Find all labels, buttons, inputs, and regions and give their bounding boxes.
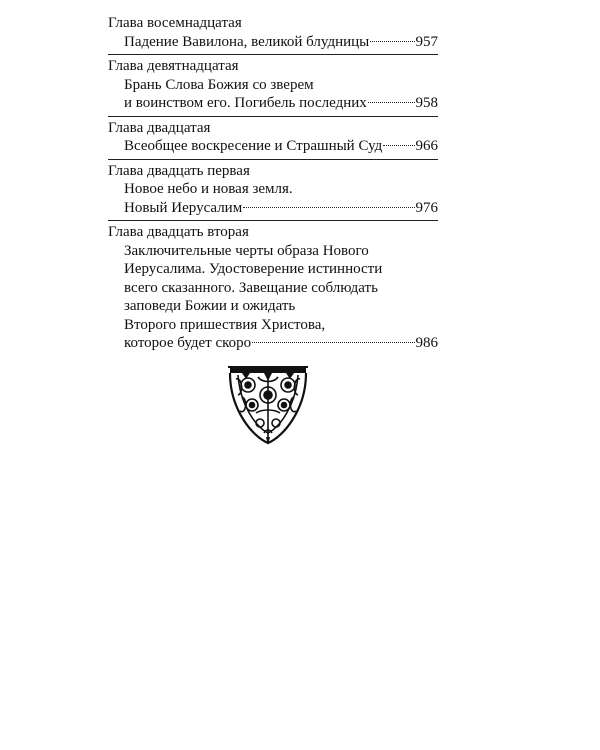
- entry-text: Всеобщее воскресение и Страшный Суд: [124, 138, 383, 154]
- toc-entry-line[interactable]: [124, 94, 438, 113]
- toc-chapter-18: [108, 14, 438, 54]
- entry-text-line: всего сказанного. Завещание соблюдать: [124, 279, 378, 296]
- toc-chapter-21: [108, 159, 438, 221]
- page-number: 958: [415, 95, 438, 111]
- entry-text-line: Иерусалима. Удостоверение истинности: [124, 261, 383, 277]
- chapter-entry: [108, 180, 438, 217]
- chapter-title: Глава двадцать первая: [108, 162, 250, 179]
- toc-chapter-19: [108, 54, 438, 116]
- toc-entry-line[interactable]: [124, 33, 438, 52]
- entry-text-line: Заключительные черты образа Нового: [124, 242, 369, 259]
- dot-leader: [368, 102, 415, 103]
- chapter-title: Глава восемнадцатая: [108, 15, 242, 31]
- chapter-entry: [108, 76, 438, 113]
- chapter-entry: [108, 33, 438, 52]
- dot-leader: [243, 207, 414, 208]
- entry-text: Падение Вавилона, великой блудницы: [124, 33, 370, 50]
- toc-entry-line[interactable]: [124, 199, 438, 218]
- toc-chapter-20: [108, 116, 438, 159]
- page-number: 957: [415, 33, 438, 50]
- toc-entry-line[interactable]: [124, 334, 438, 353]
- entry-text-line: Брань Слова Божия со зверем: [124, 76, 314, 93]
- dot-leader: [252, 342, 414, 343]
- toc-entry-line[interactable]: [124, 137, 438, 156]
- dot-leader: [370, 41, 414, 42]
- toc-chapter-22: [108, 220, 438, 356]
- entry-text: и воинством его. Погибель последних: [124, 95, 367, 111]
- dot-leader: [383, 145, 414, 146]
- page-number: 966: [415, 138, 438, 154]
- entry-text-line: Второго пришествия Христова,: [124, 316, 326, 333]
- page-number: 986: [415, 335, 438, 351]
- entry-text-line: Новое небо и новая земля.: [124, 181, 293, 197]
- chapter-entry: [108, 242, 438, 353]
- table-of-contents: [108, 14, 438, 356]
- page-number: 976: [415, 199, 438, 216]
- chapter-title: Глава двадцатая: [108, 119, 211, 136]
- entry-text: Новый Иерусалим: [124, 199, 243, 216]
- entry-text: которое будет скоро: [124, 335, 252, 351]
- chapter-title: Глава девятнадцатая: [108, 58, 239, 74]
- chapter-title: Глава двадцать вторая: [108, 224, 249, 240]
- chapter-entry: [108, 137, 438, 156]
- floral-tailpiece-icon: [228, 365, 308, 445]
- entry-text-line: заповеди Божии и ожидать: [124, 298, 296, 314]
